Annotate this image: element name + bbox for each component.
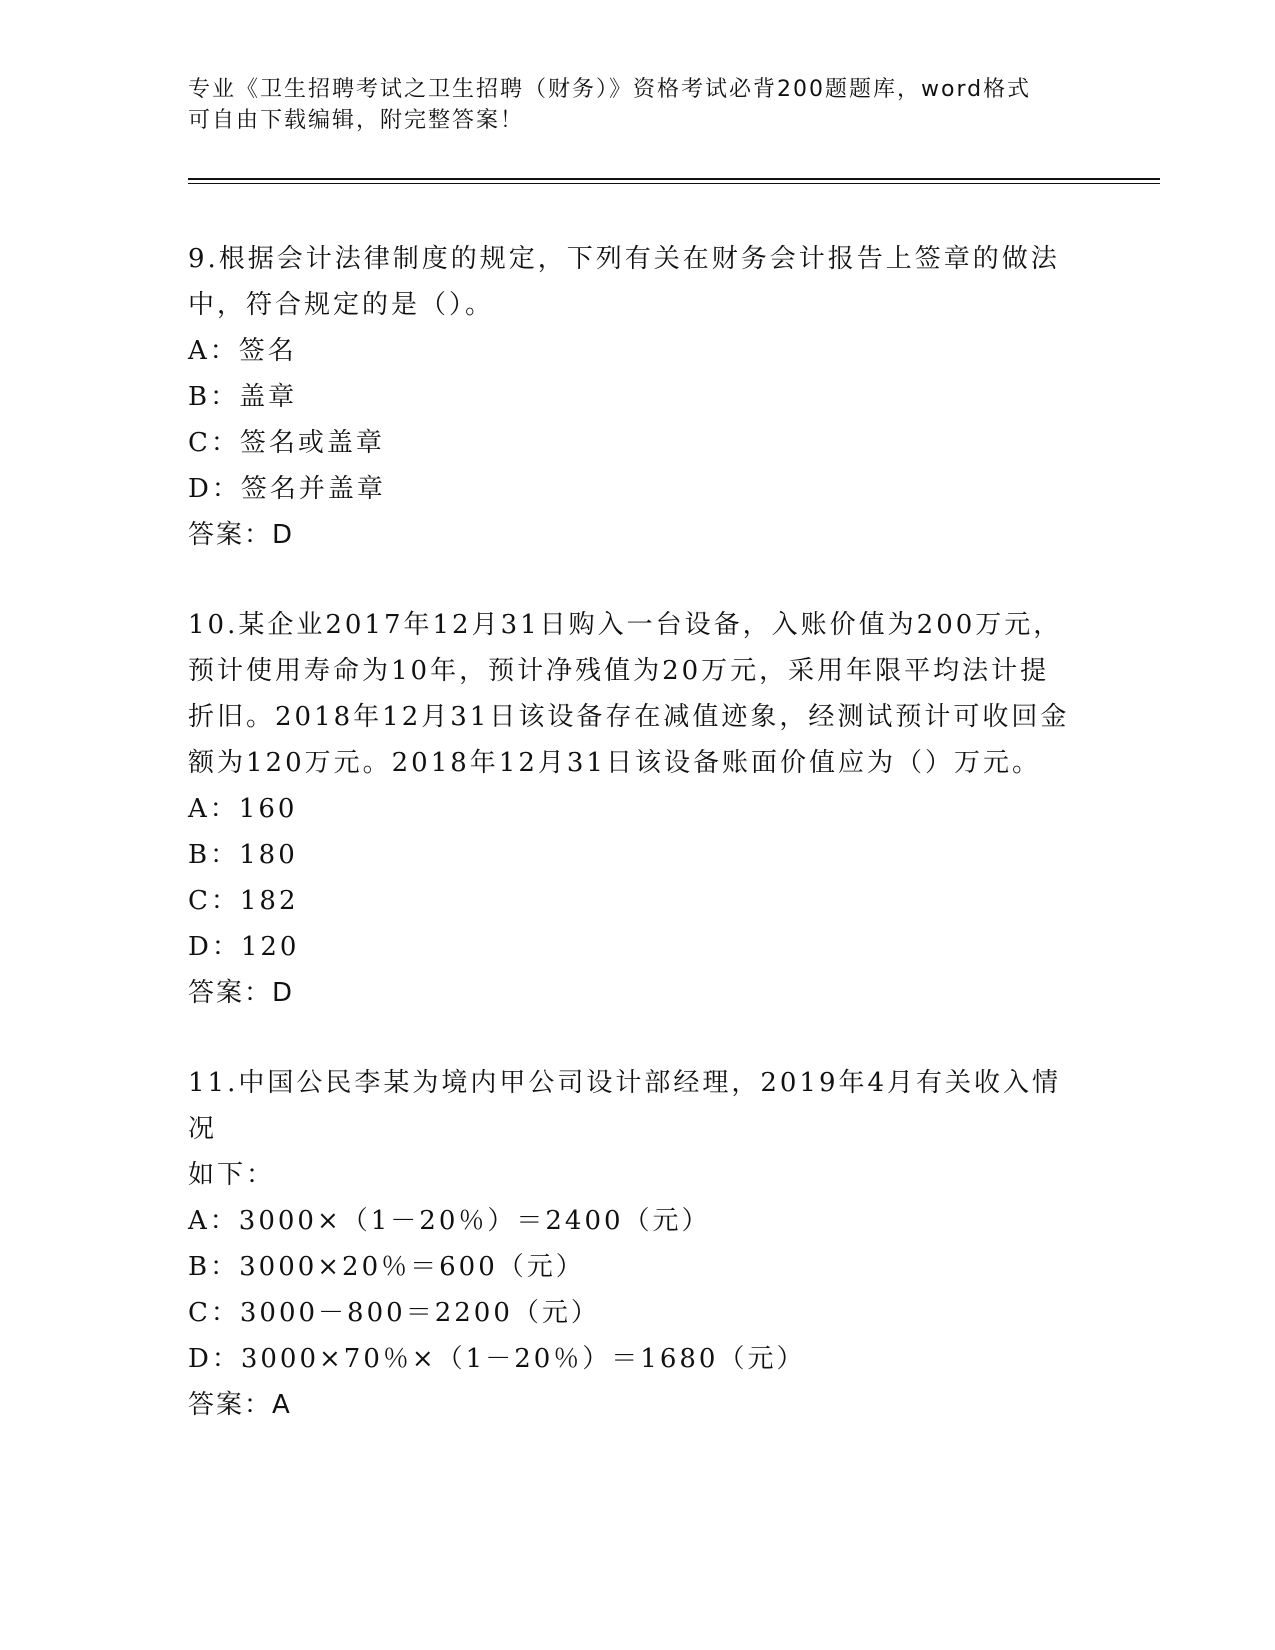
question-stem-line: 额为120万元。2018年12月31日该设备账面价值应为（）万元。	[188, 748, 1041, 778]
header-divider-thin	[188, 183, 1160, 184]
question-stem-line: 如下：	[188, 1160, 276, 1190]
answer-line: 答案：D	[188, 978, 295, 1008]
option-a: A：160	[188, 794, 298, 824]
question-stem-line: 折旧。2018年12月31日该设备存在减值迹象，经测试预计可收回金	[188, 702, 1070, 732]
option-d: D：签名并盖章	[188, 474, 386, 504]
answer-line: 答案：D	[188, 520, 295, 550]
question-10	[188, 602, 1088, 1016]
question-stem-line: 11.中国公民李某为境内甲公司设计部经理，2019年4月有关收入情况	[188, 1068, 1062, 1144]
header-line-1: 专业《卫生招聘考试之卫生招聘（财务）》资格考试必背200题题库，word格式	[188, 77, 1032, 102]
header-line-2: 可自由下载编辑，附完整答案！	[188, 108, 525, 133]
option-a: A：签名	[188, 336, 297, 366]
option-c: C：3000－800＝2200（元）	[188, 1298, 600, 1328]
option-d: D：120	[188, 932, 300, 962]
option-b: B：盖章	[188, 382, 298, 412]
question-9	[188, 236, 1088, 558]
document-header	[188, 74, 1068, 136]
option-b: B：180	[188, 840, 298, 870]
option-c: C：182	[188, 886, 299, 916]
question-11	[188, 1060, 1088, 1428]
option-b: B：3000×20％＝600（元）	[188, 1252, 585, 1282]
option-a: A：3000×（1－20％）＝2400（元）	[188, 1206, 711, 1236]
option-c: C：签名或盖章	[188, 428, 385, 458]
question-stem-line: 10.某企业2017年12月31日购入一台设备，入账价值为200万元，	[188, 610, 1063, 640]
question-stem-line: 9.根据会计法律制度的规定，下列有关在财务会计报告上签章的做法	[188, 244, 1060, 274]
question-stem-line: 中，符合规定的是（）。	[188, 290, 495, 320]
header-divider-thick	[188, 178, 1160, 180]
question-stem-line: 预计使用寿命为10年，预计净残值为20万元，采用年限平均法计提	[188, 656, 1050, 686]
answer-line: 答案：A	[188, 1390, 292, 1420]
option-d: D：3000×70％×（1－20％）＝1680（元）	[188, 1344, 806, 1374]
